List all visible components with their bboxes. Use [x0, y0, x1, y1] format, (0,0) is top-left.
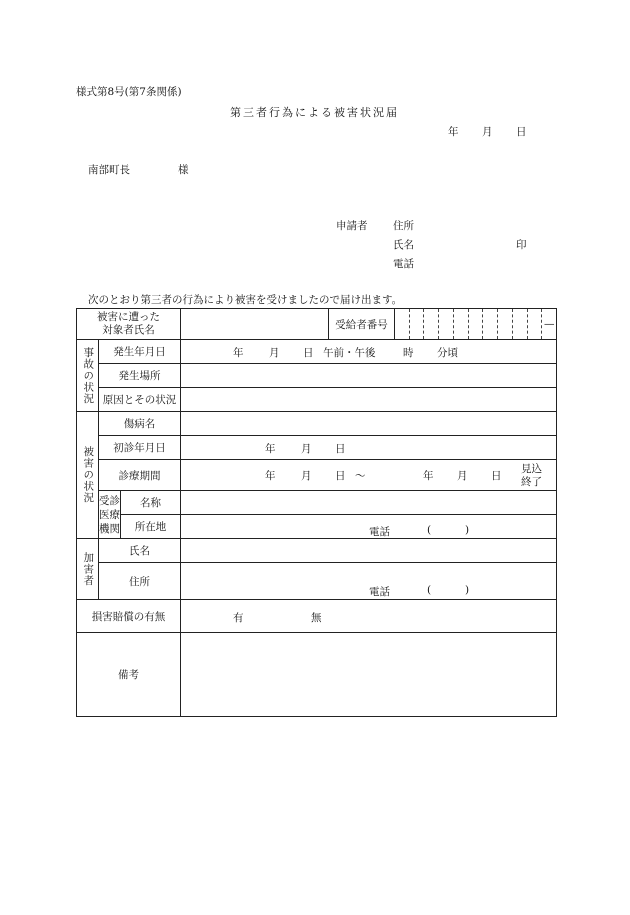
- treatment-field[interactable]: [181, 460, 557, 491]
- date-year-label: 年: [448, 126, 459, 138]
- clinic-address-row: [77, 515, 557, 539]
- offender-phone-label: 電話: [369, 586, 391, 598]
- form-number: 様式第8号(第7条関係): [76, 86, 182, 98]
- occur-place-label: 発生場所: [99, 364, 181, 388]
- treatment-row: [77, 460, 557, 491]
- treatment-year-start: 年: [265, 470, 276, 482]
- treatment-label: 診療期間: [99, 460, 181, 491]
- remarks-field[interactable]: [181, 633, 557, 717]
- clinic-name-field[interactable]: [181, 491, 557, 515]
- first-visit-year: 年: [265, 443, 276, 455]
- clinic-group-l2: 医療: [99, 508, 120, 521]
- remarks-row: [77, 633, 557, 717]
- applicant-address-label: 住所: [393, 220, 414, 232]
- treatment-day-end: 日: [491, 470, 502, 482]
- recipient-no-field[interactable]: [395, 309, 557, 340]
- victim-row: [77, 309, 557, 340]
- date-day-label: 日: [516, 126, 527, 138]
- cause-row: [77, 388, 557, 412]
- remarks-label: 備考: [77, 633, 181, 717]
- cause-field[interactable]: [181, 388, 557, 412]
- addressee: 南部町長: [88, 164, 130, 176]
- offender-name-label: 氏名: [99, 539, 181, 563]
- clinic-group-label: [99, 491, 121, 539]
- clinic-name-label: 名称: [121, 491, 181, 515]
- treatment-month-end: 月: [457, 470, 468, 482]
- offender-name-field[interactable]: [181, 539, 557, 563]
- compensation-row: [77, 600, 557, 633]
- treatment-status-ended: 終了: [521, 476, 543, 488]
- victim-label-line2: 対象者氏名: [102, 324, 155, 336]
- treatment-year-end: 年: [423, 470, 434, 482]
- occur-place-field[interactable]: [181, 364, 557, 388]
- injury-field[interactable]: [181, 412, 557, 436]
- first-visit-label: 初診年月日: [99, 436, 181, 460]
- first-visit-field[interactable]: [181, 436, 557, 460]
- offender-address-row: [77, 563, 557, 600]
- seal-mark: 印: [516, 239, 527, 251]
- clinic-name-row: [77, 491, 557, 515]
- first-visit-day: 日: [335, 443, 346, 455]
- injury-label: 傷病名: [99, 412, 181, 436]
- offender-phone-paren-open: (: [427, 584, 432, 596]
- clinic-address-label: 所在地: [121, 515, 181, 539]
- occur-ampm: 午前・午後: [323, 347, 376, 359]
- clinic-group-l1: 受診: [99, 494, 120, 507]
- occur-month: 月: [269, 347, 280, 359]
- statement-text: 次のとおり第三者の行為により被害を受けましたので届け出ます。: [88, 294, 403, 306]
- addressee-suffix: 様: [178, 164, 189, 176]
- applicant-label: 申請者: [336, 220, 368, 232]
- injury-row: [77, 412, 557, 436]
- occur-hour: 時: [403, 347, 414, 359]
- victim-name-field[interactable]: [181, 309, 329, 340]
- clinic-phone-paren-close: ): [465, 524, 470, 536]
- offender-group-label: 加害者: [77, 539, 99, 600]
- treatment-month-start: 月: [301, 470, 312, 482]
- applicant-phone-label: 電話: [393, 258, 414, 270]
- recipient-no-dash: —: [543, 318, 555, 330]
- compensation-no[interactable]: 無: [311, 612, 322, 624]
- treatment-status-expected: 見込: [521, 463, 543, 475]
- occur-date-row: [77, 340, 557, 364]
- occur-day: 日: [303, 347, 314, 359]
- offender-name-row: [77, 539, 557, 563]
- offender-phone-paren-close: ): [465, 584, 470, 596]
- treatment-tilde: 〜: [355, 470, 366, 482]
- compensation-field[interactable]: [181, 600, 557, 633]
- compensation-yes[interactable]: 有: [233, 612, 244, 624]
- clinic-group-l3: 機関: [99, 522, 120, 535]
- damage-report-table: [76, 308, 557, 717]
- offender-address-field[interactable]: [181, 563, 557, 600]
- accident-group-label: 事故の状況: [77, 340, 99, 412]
- first-visit-row: [77, 436, 557, 460]
- applicant-name-label: 氏名: [393, 239, 414, 251]
- victim-label: [77, 309, 181, 340]
- occur-year: 年: [233, 347, 244, 359]
- treatment-day-start: 日: [335, 470, 346, 482]
- compensation-label: 損害賠償の有無: [77, 600, 181, 633]
- clinic-phone-label: 電話: [369, 526, 391, 538]
- offender-address-label: 住所: [99, 563, 181, 600]
- first-visit-month: 月: [301, 443, 312, 455]
- cause-label: 原因とその状況: [99, 388, 181, 412]
- occur-minute: 分頃: [437, 347, 459, 359]
- clinic-address-field[interactable]: [181, 515, 557, 539]
- damage-group-label: 被害の状況: [77, 412, 99, 539]
- occur-date-field[interactable]: [181, 340, 557, 364]
- date-month-label: 月: [482, 126, 493, 138]
- occur-date-label: 発生年月日: [99, 340, 181, 364]
- victim-label-line1: 被害に遭った: [97, 311, 160, 323]
- clinic-phone-paren-open: (: [427, 524, 432, 536]
- recipient-no-label: 受給者番号: [329, 309, 395, 340]
- form-title: 第三者行為による被害状況届: [230, 106, 399, 119]
- occur-place-row: [77, 364, 557, 388]
